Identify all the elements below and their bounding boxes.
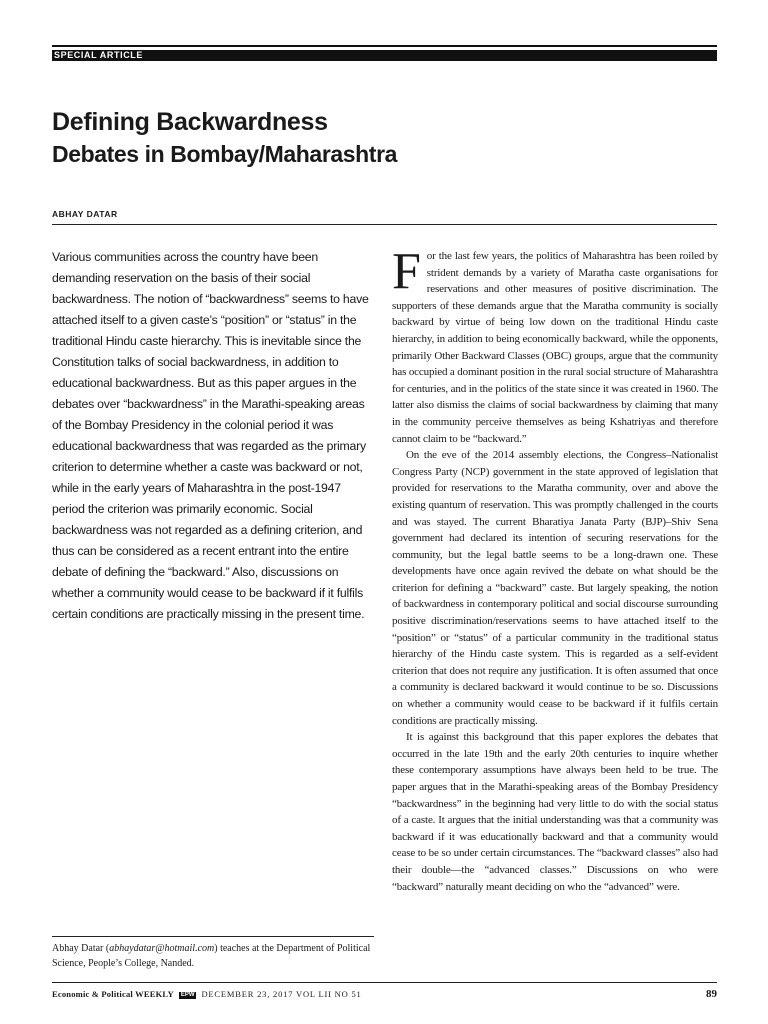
article-title: Defining Backwardness — [52, 108, 328, 136]
abstract: Various communities across the country have been demanding reservation on the basis of their social backwardness. The notion of “backwardness” seems to have attached itself to a given caste’s “position” or “status” in the traditional Hindu caste hierarchy. This is inevitable since the Constitution talks of social backwardness, in addition to educational backwardness. But as this paper argues in the debates over “backwardness” in the Marathi-speaking areas of the Bombay Presidency in the colonial period it was educational backwardness that was regarded as the primary criterion to determine whether a caste was backward or not, while in the early years of Maharashtra in the post-1947 period the criterion was primarily economic. Social backwardness was not regarded as a defining criterion, and thus can be considered as a recent entrant into the entire debate of defining the “backward.” Also, discussions on whether a community would cease to be backward if it fulfils certain conditions are practically missing in the present time. — [52, 250, 369, 621]
page-number: 89 — [706, 988, 717, 1000]
body-paragraph-1 — [392, 243, 718, 447]
body-paragraph-3: It is against this background that this paper explores the debates that occurred in the late 19th and the early 20th centuries to inquire whether these contemporary assumptions have always been held to be true. The paper argues that in the Marathi-speaking areas of the Bombay Presidency “backwardness” in the beginning had very little to do with the social status of a caste. It argues that the initial understanding was that a community was backward if it was educationally backward and that a community would cease to be so under certain circumstances. The “backward classes” also had their double—the “advanced classes.” Discussions on who were “backward” naturally meant deciding on who the “advanced” were. — [392, 731, 718, 893]
footnote-text-after: ) teaches at the Department of Political Science, People’s College, Nanded. — [52, 943, 371, 969]
epw-logo: EPW — [180, 991, 195, 998]
author-footnote — [52, 941, 374, 971]
author-email: abhaydatar@hotmail.com — [109, 943, 215, 954]
author-name: ABHAY DATAR — [52, 209, 118, 219]
header-rule — [52, 45, 717, 47]
paragraph-1-text: or the last few years, the politics of Maharashtra has been roiled by strident demands by a variety of Maratha caste organisations for reservations and other measures of positive discrimination. The supporters of these demands argue that the Maratha community is socially backward by virtue of being low down on the traditional Hindu caste hierarchy, in addition to being economically backward, while the opponents, primarily Other Backward Classes (OBC) groups, argue that the community has occupied a dominant position in the rural social structure of Maharashtra for centuries, and in the politics of the state since it was created in 1960. The latter also dismiss the claims of social backwardness by claiming that many in the community perceive themselves as being Kshatriyas and therefore cannot claim to be “backward.” — [392, 250, 718, 445]
author-divider — [52, 224, 717, 225]
drop-cap: F — [392, 243, 421, 300]
body-paragraph-2: On the eve of the 2014 assembly elections, the Congress–Nationalist Congress Party (NCP) government in the state approved of legislation that provided for reservations to the Maratha community, over and above the existing quantum of reservation. This was promptly challenged in the courts and was stayed. The current Bharatiya Janata Party (BJP)–Shiv Sena government had declared its intention of securing reservations for the community, but the legal battle seems to be a long-drawn one. These developments have once again revived the debate on what should be the criterion for defining a “backward” caste. But largely speaking, the notion of backwardness in contemporary political and social discourse surrounding positive discrimination/reservations seems to have attached itself to the “position” or “status” of a particular community in the traditional status hierarchy of the Hindu caste system. This is regarded as a self-evident criterion that does not require any justification. It is often assumed that once a community is declared backward it would continue to be so. Discussions on whether a community would cease to be backward if it fulfils certain conditions are practically missing. — [392, 449, 718, 727]
journal-name: Economic & Political WEEKLY — [52, 989, 174, 999]
section-label: SPECIAL ARTICLE — [52, 50, 717, 61]
footer-divider — [52, 982, 717, 983]
article-subtitle: Debates in Bombay/Maharashtra — [52, 141, 398, 167]
footnote-divider — [52, 936, 374, 937]
page-footer — [52, 987, 717, 1001]
article-body — [392, 243, 718, 895]
footnote-text-before: Abhay Datar ( — [52, 943, 110, 954]
issue-info: DECEMBER 23, 2017 VOL LII NO 51 — [201, 989, 362, 999]
